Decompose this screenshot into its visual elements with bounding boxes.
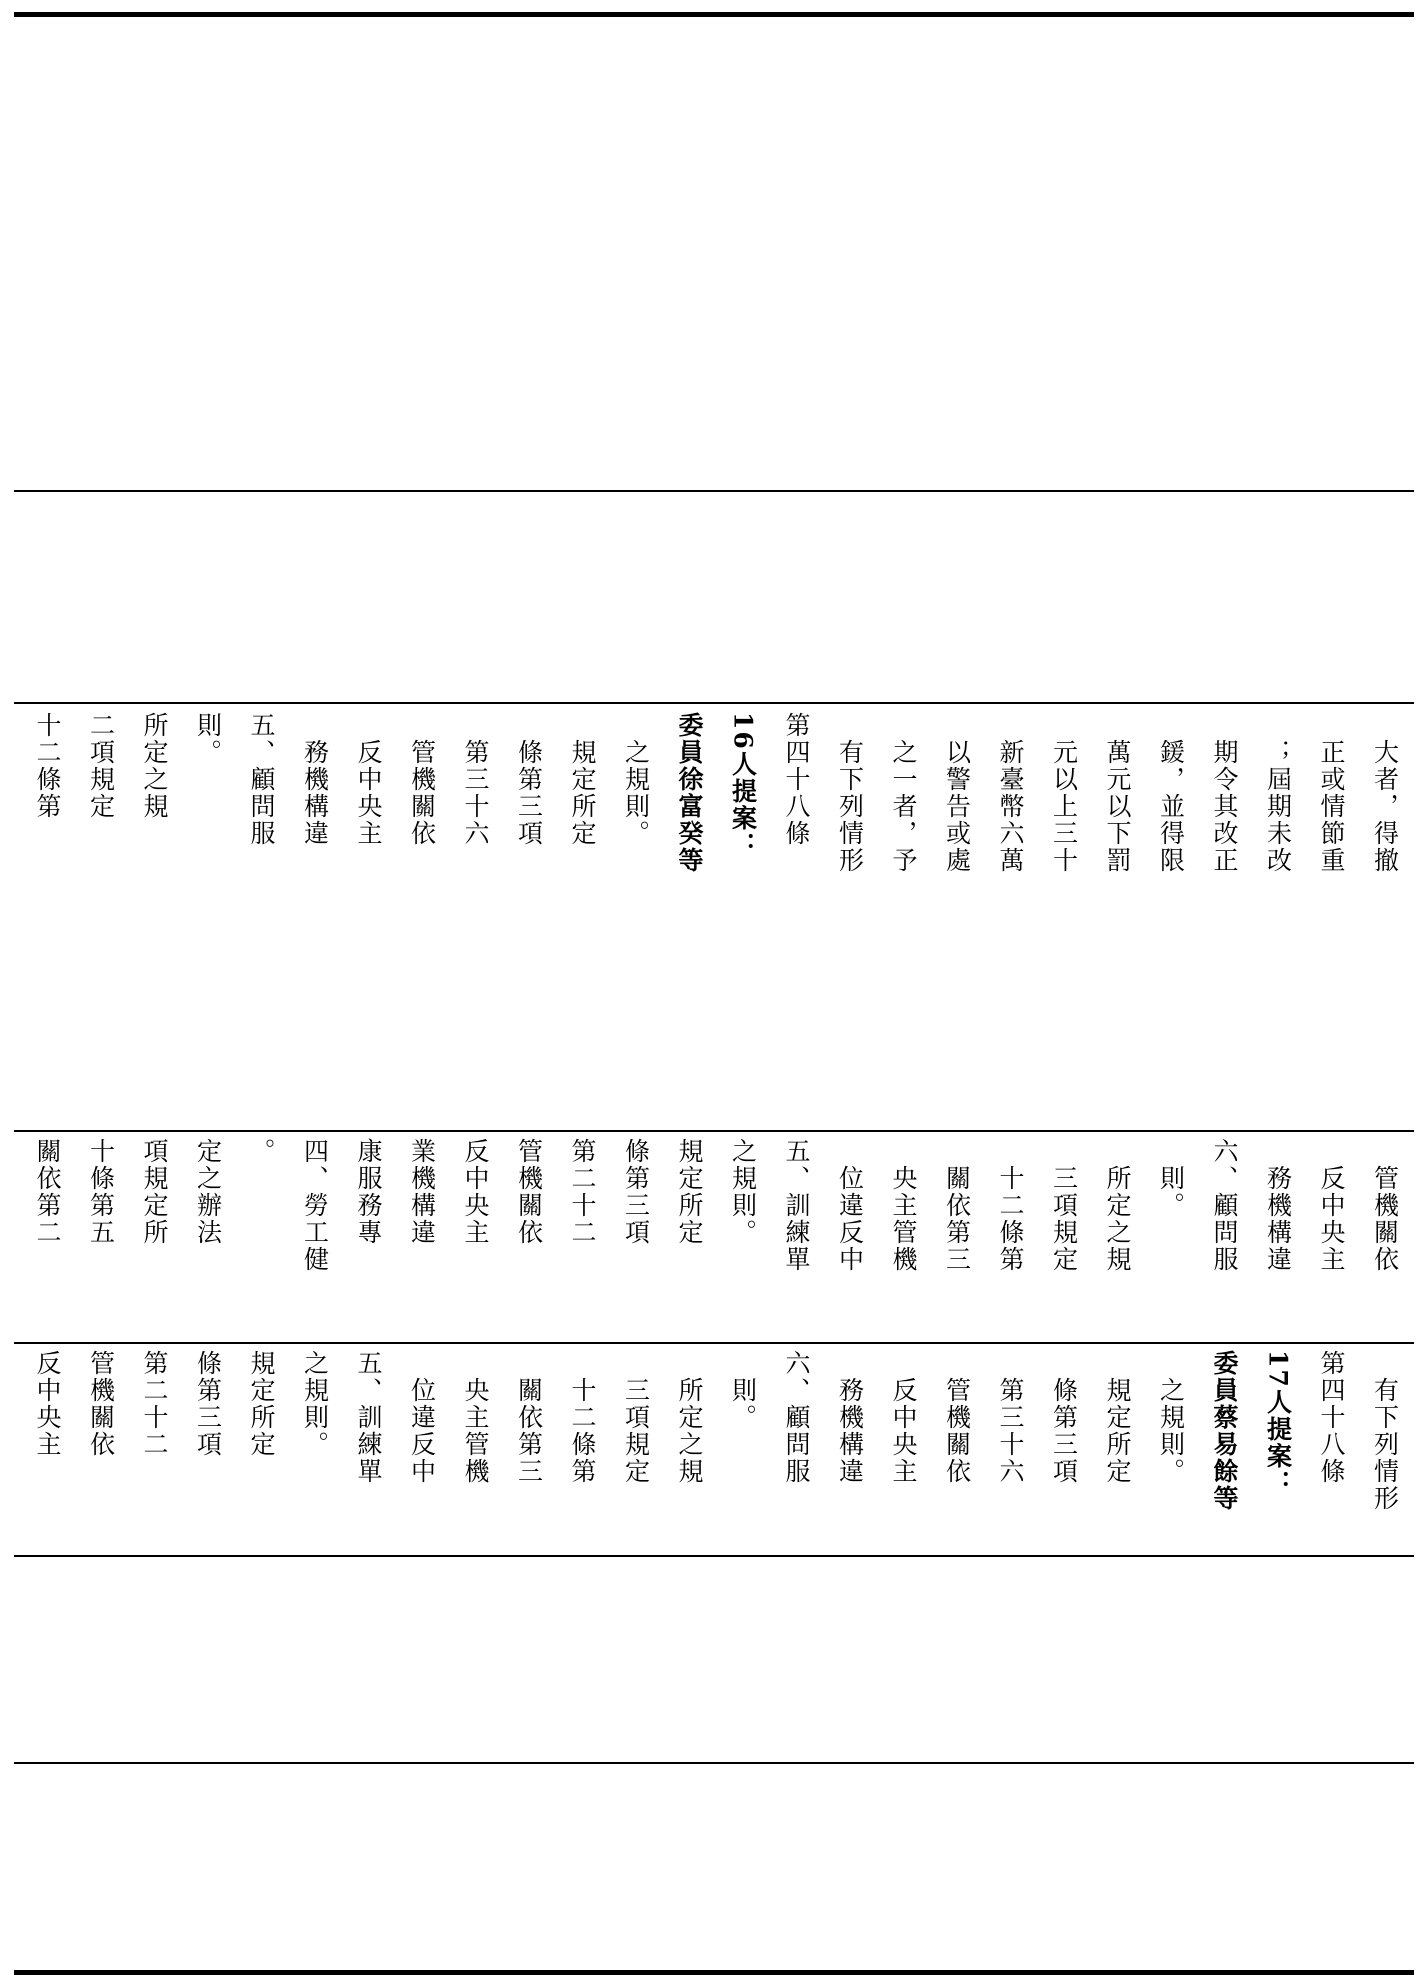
text-column: 務機構違 [1263,1138,1293,1273]
text-column: 條第三項 [1049,1350,1079,1485]
text-column: 規定所定 [568,712,597,847]
text-column: 關依第二 [33,1138,62,1246]
text-column: 委員徐富癸等 [675,712,704,874]
text-column: 十二條第 [996,1138,1025,1273]
text-column: 規定所定 [247,1350,276,1458]
text-column: 有下列情形 [835,712,865,874]
text-column: 位違反中 [835,1138,865,1273]
section-1-top-rule [14,490,1414,492]
text-column: 之規則。 [728,1138,758,1246]
text-column: 管機關依 [86,1350,116,1458]
text-column: 十二條第 [33,712,62,820]
page-bottom-rule [14,1970,1414,1975]
text-column: 第四十八條 [782,712,811,847]
text-column: 之一者，予 [889,712,918,874]
text-section-1 [0,712,1427,902]
text-column: 之規則。 [300,1350,330,1458]
text-column: 第二十二 [140,1350,169,1458]
text-column: 期令其改正 [1210,712,1239,874]
text-column: 業機構違 [407,1138,437,1246]
text-column: 六、顧問服 [1210,1138,1239,1273]
page-top-rule [14,12,1414,17]
text-section-2 [0,1138,1427,1338]
text-column: 反中央主 [354,712,383,847]
text-column: 務機構違 [835,1350,865,1485]
text-column: 務機構違 [300,712,330,847]
section-2-top-rule [14,1130,1414,1132]
text-column: 六、顧問服 [782,1350,811,1485]
section-3-top-rule [14,1342,1414,1344]
text-column: 第四十八條 [1317,1350,1346,1485]
section-4-rule [14,1762,1414,1764]
text-column: 四、勞工健 [300,1138,330,1273]
text-column: 十二條第 [568,1350,597,1485]
text-column: 。 [247,1138,276,1165]
text-column: 第三十六 [996,1350,1025,1485]
text-column: 管機關依 [514,1138,544,1246]
text-section-3 [0,1350,1427,1550]
text-column: 三項規定 [621,1350,651,1485]
text-column: 管機關依 [942,1350,972,1485]
text-column: 新臺幣六萬 [996,712,1025,874]
text-column: 定之辦法 [193,1138,223,1246]
text-column: 位違反中 [407,1350,437,1485]
text-column: 萬元以下罰 [1103,712,1132,874]
text-column: 十條第五 [86,1138,116,1246]
section-3-bottom-rule [14,1555,1414,1557]
text-column: 委員蔡易餘等 [1210,1350,1239,1512]
text-column: 之規則。 [1156,1350,1186,1485]
text-column: 關依第三 [514,1350,544,1485]
text-column: 元以上三十 [1049,712,1079,874]
text-column: 規定所定 [1103,1350,1132,1485]
text-column: 鍰，並得限 [1156,712,1186,874]
text-column: 央主管機 [889,1138,918,1273]
text-column: 管機關依 [407,712,437,847]
text-column: 所定之規 [1103,1138,1132,1273]
text-column: 反中央主 [1317,1138,1346,1273]
text-column: 大者，得撤 [1370,712,1400,874]
text-column: 項規定所 [140,1138,169,1246]
text-column: 五、訓練單 [782,1138,811,1273]
text-column: 則。 [1156,1138,1186,1219]
text-column: 條第三項 [193,1350,223,1458]
section-1-bottom-rule [14,702,1414,704]
text-column: 三項規定 [1049,1138,1079,1273]
text-column: 康服務專 [354,1138,383,1246]
text-column: 正或情節重 [1317,712,1346,874]
text-column: 央主管機 [461,1350,490,1485]
text-column: 以警告或處 [942,712,972,874]
text-column: 反中央主 [461,1138,490,1246]
text-column: ；屆期未改 [1263,712,1293,874]
text-column: 所定之規 [675,1350,704,1485]
text-column: 五、顧問服 [247,712,276,847]
text-column: 17人提案： [1263,1350,1293,1497]
text-column: 則。 [193,712,223,766]
text-column: 所定之規 [140,712,169,820]
text-column: 16人提案： [728,712,758,859]
text-column: 管機關依 [1370,1138,1400,1273]
text-column: 條第三項 [621,1138,651,1246]
text-column: 關依第三 [942,1138,972,1273]
text-column: 之規則。 [621,712,651,847]
text-column: 二項規定 [86,712,116,820]
text-column: 條第三項 [514,712,544,847]
text-column: 反中央主 [889,1350,918,1485]
text-column: 第二十二 [568,1138,597,1246]
text-column: 反中央主 [33,1350,62,1458]
text-column: 有下列情形 [1370,1350,1400,1512]
text-column: 第三十六 [461,712,490,847]
text-column: 則。 [728,1350,758,1431]
text-column: 規定所定 [675,1138,704,1246]
text-column: 五、訓練單 [354,1350,383,1485]
